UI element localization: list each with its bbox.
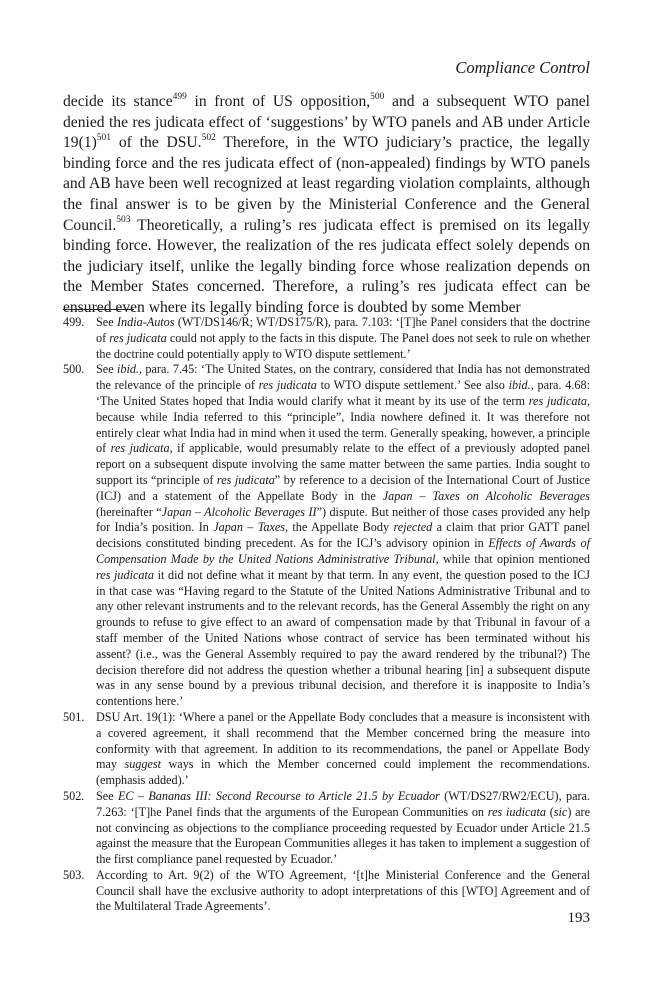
text-run: ” by reference to a decision of the International Court of Justice (ICJ) and a statement of the Appellate Body in the (96, 472, 590, 503)
text-run: decide its stance (63, 93, 173, 110)
text-run: (hereinafter “ (96, 504, 162, 519)
text-run: , if applicable, would presumably relate to the effect of a previously adopted panel report on a subsequent dispute involving the same matter between the same parties. India sought to support its “principle of (96, 441, 590, 487)
italic-text: res judicata (96, 567, 154, 582)
page-number: 193 (567, 910, 590, 926)
italic-text: res judicata (528, 393, 587, 408)
text-run: of the DSU. (111, 134, 202, 152)
text-run: See (96, 362, 117, 377)
text-run: , the Appellate Body (285, 520, 394, 535)
italic-text: res judicata (110, 441, 170, 456)
footnote-text (96, 710, 590, 789)
italic-text: res judicata (109, 330, 167, 345)
italic-text: rejected (393, 520, 433, 535)
text-run: ”) dispute. But neither of those cases provided any help for India’s position. In (96, 504, 590, 535)
footnote-text (96, 315, 590, 362)
text-run: it did not define what it meant by that term. In any event, the question posed to the ICJ in that case was “Having regard to the Statute of the United Nations Administrative Tribunal and to any other relevant instruments and to the relevant records, has the General Assembly the right on any grounds to refuse to give effect to an award of compensation made by that Tribunal in favour of a staff member of the United Nations whose contract of service has been terminated without his assent? (i.e., was the General Assembly required to pay the award rendered by the tribunal?) The decision therefore did not address the question whether a tribunal hearing [in] a subsequent dispute was in any sense bound by a previous tribunal decision, and therefore it is inapposite to India’s contentions here.’ (96, 567, 590, 709)
text-run: See (96, 315, 117, 329)
footnote-499 (63, 315, 590, 362)
text-run: , because while India referred to this “principle”, India nowhere defined it. It was therefore not entirely clear what India had in mind when it used the term. Generally speaking, however, a principle of (96, 393, 590, 456)
text-run: ( (545, 804, 554, 819)
footnote-500 (63, 362, 590, 710)
italic-text: res iudicata (487, 804, 546, 819)
text-run: and a subsequent WTO panel denied the res judicata effect of ‘suggestions’ by WTO panels and AB under Article 19(1) (63, 93, 591, 152)
text-run: could not apply to the facts in this dispute. The Panel does not seek to rule on whether the doctrine could potentially apply to WTO dispute settlement.’ (96, 330, 591, 361)
footnote-separator (63, 309, 134, 310)
footnote-501 (63, 710, 590, 789)
text-run: Therefore, in the WTO judiciary’s practice, the legally binding force and the res judicata effect of (non-appealed) findings by WTO panels and AB have been well recognized at least regarding violation complaints, although the final answer is to be given by the Ministerial Conference and the General Council. (63, 134, 590, 234)
italic-text: India-Autos (116, 315, 175, 329)
text-run: See (96, 788, 118, 803)
italic-text: ibid. (508, 378, 531, 393)
footnote-text (96, 789, 590, 868)
footnote-text (96, 868, 590, 915)
footnotes-section (63, 315, 590, 915)
footnote-reference[interactable]: 503 (116, 215, 131, 226)
italic-text: EC – Bananas III: Second Recourse to Article 21.5 by Ecuador (117, 788, 440, 803)
footnote-reference[interactable]: 500 (370, 91, 385, 102)
body-paragraph (63, 92, 590, 319)
footnote-number: 503. (63, 867, 85, 882)
italic-text: Japan – Taxes (213, 520, 286, 535)
text-run: ) are not convincing as objections to the compliance proceeding requested by Ecuador under Article 21.5 against the measure that the European Communities alleges it has taken to implement a suggestion of the first compliance panel requested by Ecuador.’ (96, 804, 591, 867)
italic-text: ibid. (116, 362, 139, 377)
text-run: (WT/DS146/R; WT/DS175/R), para. 7.103: ‘[T]he Panel considers that the doctrine of (96, 315, 590, 345)
text-run: According to Art. 9(2) of the WTO Agreement, ‘[t]he Ministerial Conference and the General Council shall have the exclusive authority to adopt interpretations of this [WTO] Agreement and of the Multilateral Trade Agreements’. (96, 867, 590, 914)
running-header: Compliance Control (455, 58, 590, 77)
italic-text: res judicata (216, 472, 275, 487)
text-run: a claim that prior GATT panel decisions constituted binding precedent. As for the ICJ’s advisory opinion in (96, 520, 590, 551)
text-run: (WT/DS27/RW2/ECU), para. 7.263: ‘[T]he Panel finds that the arguments of the European Communities on (96, 788, 590, 819)
italic-text: Japan – Taxes on Alcoholic Beverages (382, 488, 591, 503)
footnote-number: 500. (63, 362, 85, 377)
footnote-number: 502. (63, 788, 85, 803)
footnote-reference[interactable]: 501 (96, 133, 112, 143)
text-run: , para. 7.45: ‘The United States, on the contrary, considered that India has not demonstrated the relevance of the principle of (96, 362, 590, 393)
text-run: , para. 4.68: ‘The United States hoped that India would clarify what it meant by its use of the term (96, 378, 590, 408)
italic-text: sic (553, 804, 568, 819)
text-run: to WTO dispute settlement.’ See also (316, 378, 509, 393)
footnote-503 (63, 868, 590, 915)
italic-text: res judicata (258, 378, 317, 393)
italic-text: Effects of Awards of Compensation Made by the United Nations Administrative Tribunal (96, 536, 590, 566)
footnote-number: 499. (63, 315, 85, 329)
footnote-reference[interactable]: 502 (201, 133, 216, 143)
text-run: Theoretically, a ruling’s res judicata effect is premised on its legally binding force. However, the realization of the res judicata effect solely depends on the judiciary itself, unlike the legally binding force whose realization depends on the Member States concerned. Therefore, a ruling’s res judicata effect can be ensured even where its legally binding force is doubted by some Member (63, 216, 590, 316)
footnote-reference[interactable]: 499 (172, 91, 187, 102)
text-run: in front of US opposition, (186, 93, 371, 110)
text-run: DSU Art. 19(1): ‘Where a panel or the Appellate Body concludes that a measure is inconsistent with a covered agreement, it shall recommend that the Member concerned bring the measure into conformity with that agreement. In addition to its recommendations, the panel or Appellate Body may (96, 709, 590, 772)
footnote-number: 501. (63, 709, 85, 724)
footnote-502 (63, 789, 590, 868)
italic-text: Japan – Alcoholic Beverages II (161, 504, 317, 519)
footnote-text (96, 362, 590, 710)
italic-text: suggest (124, 757, 162, 772)
text-run: ways in which the Member concerned could implement the recommendations. (emphasis added).’ (96, 757, 590, 788)
text-run: , while that opinion mentioned (435, 551, 590, 566)
